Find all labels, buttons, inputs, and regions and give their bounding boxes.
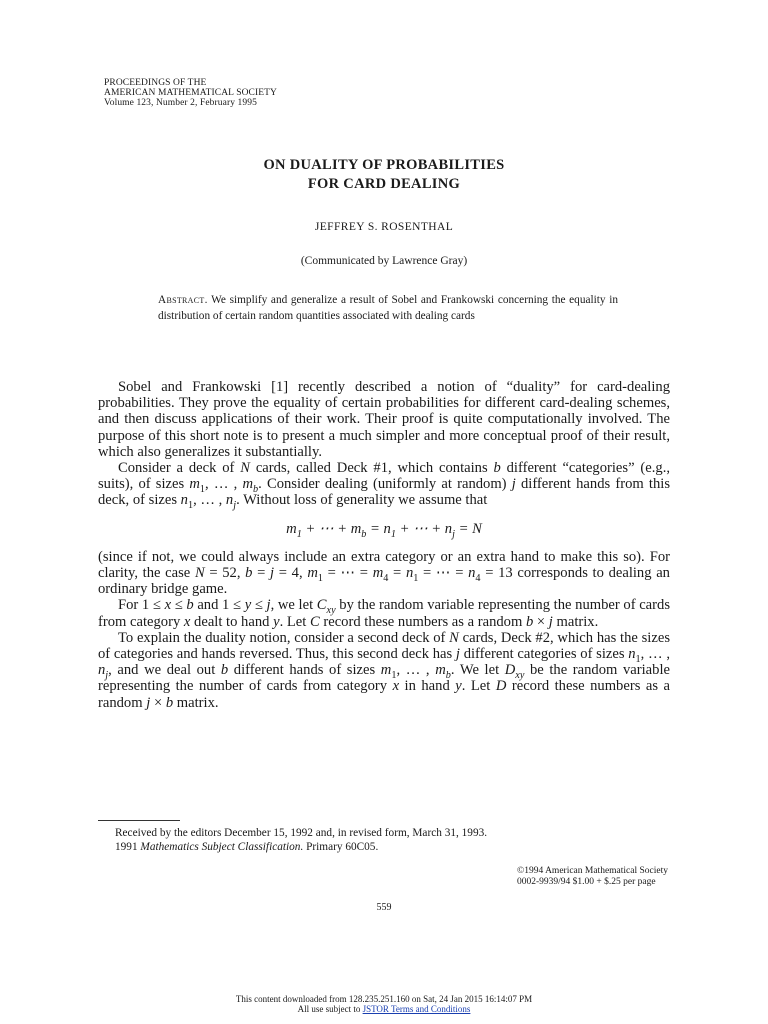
msc-value: Primary 60C05. (306, 841, 379, 853)
journal-volume: Volume 123, Number 2, February 1995 (104, 98, 257, 108)
abstract (158, 293, 618, 324)
equation-sizes: $m_1$ + ⋯ + $m_b = n_1$ + ⋯ + $n_j = N$ (286, 520, 482, 540)
author: JEFFREY S. ROSENTHAL (314, 221, 454, 233)
download-notice (0, 994, 768, 1014)
footnote-divider (98, 820, 180, 821)
copyright-line2: 0002-9939/94 $1.00 + $.25 per page (517, 877, 656, 887)
paragraph-bridge: (since if not, we could always include an extra category or an extra hand to make this so). For clarity, the case N = 52, b = j = 4, $m_1$ = ⋯ = $m_4 = n_1$ = ⋯ = $n_4 = 13$ corresponds to dealing an ordinary bridge game. (98, 548, 670, 598)
journal-name-line1: PROCEEDINGS OF THE (104, 78, 207, 88)
msc-note (115, 840, 675, 854)
abstract-text: We simplify and generalize a result of Sobel and Frankowski concerning the equality in distribution of certain random quantities associated with dealing cards (158, 294, 619, 322)
download-info: This content downloaded from 128.235.251.160 on Sat, 24 Jan 2015 16:14:07 PM (235, 994, 533, 1004)
paragraph-deck1: Consider a deck of N cards, called Deck #1, which contains b different “categories” (e.g., suits), of sizes $m_1$, … , $m_b$. Consider dealing (uniformly at random) j different hands from this deck, of sizes $n_1$, … , $n_j$. Without loss of generality we assume that (98, 460, 671, 512)
msc-year: 1991 (115, 841, 138, 853)
paragraph-deck2: To explain the duality notion, consider a second deck of N cards, Deck #2, which has the sizes of categories and hands reversed. Thus, this second deck has j different categories of sizes $n_1$, … , $n_j$, and we deal out b different hands of sizes $m_1$, … , $m_b$. We let $D_{xy}$ be the random variable representing the number of cards from category x in hand y. Let D record these numbers as a random j × b matrix. (98, 629, 670, 711)
title-line2: FOR CARD DEALING (307, 176, 461, 192)
msc-label: Mathematics Subject Classification. (140, 841, 304, 853)
communicated-by: (Communicated by Lawrence Gray) (300, 255, 468, 267)
terms-line (0, 1004, 768, 1014)
jstor-terms-link[interactable]: JSTOR Terms and Conditions (362, 1004, 471, 1014)
terms-prefix: All use subject to (297, 1004, 361, 1014)
paragraph-matrix-c: For 1 ≤ x ≤ b and 1 ≤ y ≤ j, we let $C_{xy}$ by the random variable representing the number of cards from category x dealt to hand y. Let C record these numbers as a random b × j matrix. (98, 597, 670, 630)
paper-title (0, 156, 768, 194)
journal-name-line2: AMERICAN MATHEMATICAL SOCIETY (104, 88, 278, 98)
abstract-label: Abstract. (158, 294, 208, 306)
paragraph-intro: Sobel and Frankowski [1] recently described a notion of “duality” for card-dealing probabilities. They prove the equality of certain probabilities for different card-dealing schemes, and then discuss applications of their work. Their proof is quite computationally involved. The purpose of this short note is to present a much simpler and more conceptual proof of their result, which also generalizes it substantially. (98, 379, 670, 460)
journal-header (104, 78, 277, 108)
footnotes (115, 826, 675, 854)
copyright-line1: ©1994 American Mathematical Society (517, 866, 668, 876)
page-number: 559 (376, 902, 392, 913)
copyright-notice (517, 866, 668, 888)
title-line1: ON DUALITY OF PROBABILITIES (263, 157, 505, 173)
received-date-note: Received by the editors December 15, 1992 and, in revised form, March 31, 1993. (115, 827, 488, 839)
body-text (98, 379, 670, 711)
